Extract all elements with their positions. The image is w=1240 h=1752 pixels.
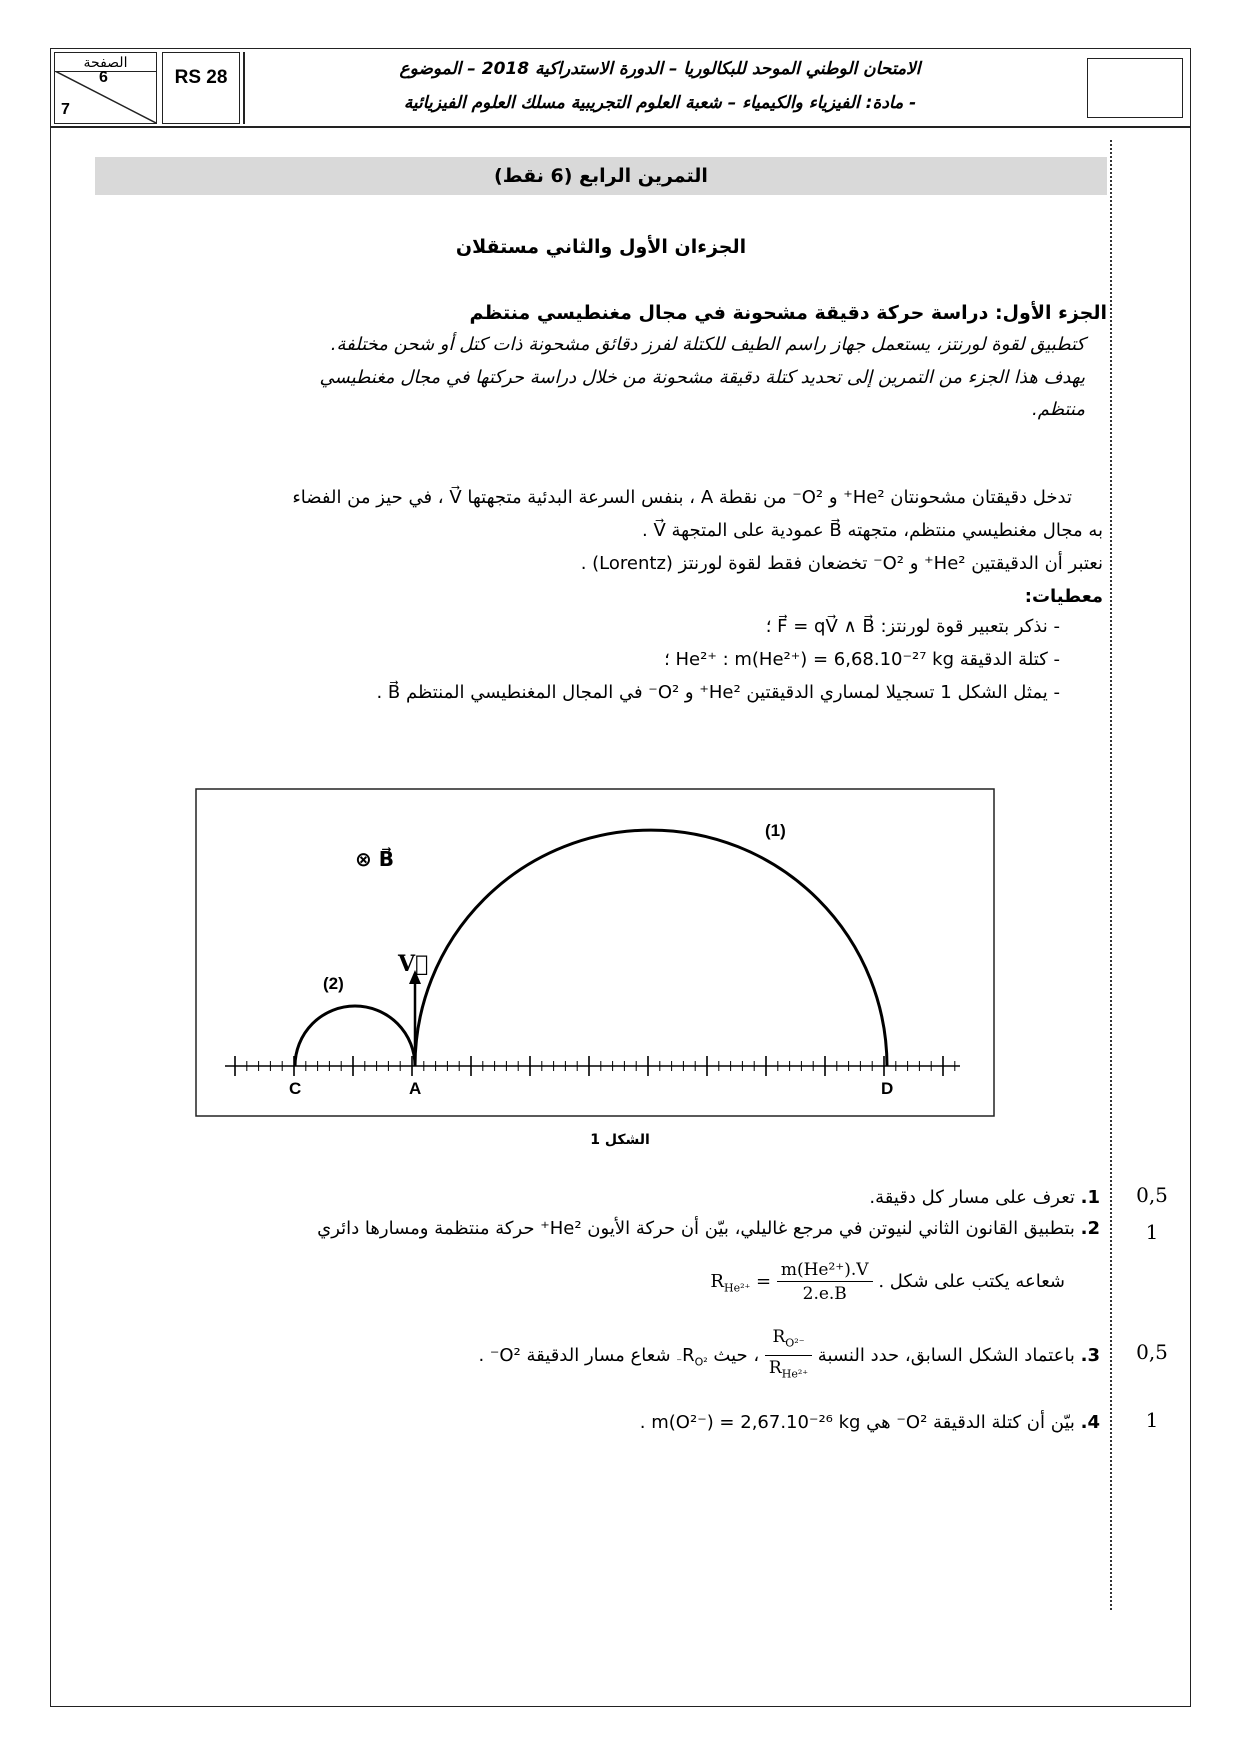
text-line3: نعتبر أن الدقيقتين He²⁺ و O²⁻ تخضعان فقط لقوة لورنتز (Lorentz) . <box>580 553 1103 574</box>
page-current: 6 <box>99 69 108 86</box>
path2-label: (2) <box>323 974 344 993</box>
candidate-box <box>1087 58 1183 118</box>
question-score: 1 <box>1145 1220 1159 1244</box>
page-label: الصفحة <box>55 53 156 72</box>
trajectory-1 <box>415 830 887 1066</box>
trajectory-2 <box>295 1006 415 1066</box>
intro-line2: يهدف هذا الجزء من التمرين إلى تحديد كتلة دقيقة مشحونة من خلال دراسة حركتها في مجال مغنطيسي <box>319 367 1085 388</box>
question-text: ، حيث R <box>682 1345 760 1366</box>
question-text: باعتماد الشكل السابق، حدد النسبة <box>817 1345 1075 1366</box>
exercise-subtitle: الجزءان الأول والثاني مستقلان <box>455 236 747 258</box>
figure-caption: الشكل 1 <box>590 1132 650 1148</box>
radius-formula: $R_{He^{2+}}$ = $\frac{\text{m(He²⁺).V}}{2.e.B}$ . <box>710 1259 885 1304</box>
part1-title: الجزء الأول: دراسة حركة دقيقة مشحونة في مجال مغنطيسي منتظم <box>469 302 1107 324</box>
question-text: بيّن أن كتلة الدقيقة O²⁻ هي m(O²⁻) = 2,67.10⁻²⁶ kg . <box>639 1412 1075 1433</box>
page-number-box <box>54 52 157 124</box>
data-title: معطيات: <box>1024 586 1103 607</box>
question-4 <box>110 1408 1100 1438</box>
velocity-label: V⃗ <box>398 951 429 977</box>
question-number: 2. <box>1080 1218 1100 1239</box>
question-2 <box>110 1214 1100 1244</box>
header-title <box>260 52 1060 120</box>
ratio-denominator-sub: He²⁺ <box>781 1366 809 1380</box>
score-margin-line <box>1110 140 1112 1610</box>
question-text: تعرف على مسار كل دقيقة. <box>869 1187 1075 1208</box>
text-line2: به مجال مغنطيسي منتظم، متجهته B⃗ عمودية على المتجهة V⃗ . <box>642 520 1103 541</box>
header-title-line1: الامتحان الوطني الموحد للبكالوريا – الدورة الاستدراكية 2018 – الموضوع <box>399 59 921 79</box>
data-item: - كتلة الدقيقة He²⁺ : m(He²⁺) = 6,68.10⁻²⁷ kg ؛ <box>664 649 1060 670</box>
question-number: 4. <box>1080 1412 1100 1433</box>
exam-code: RS 28 <box>162 52 240 124</box>
intro-line3: منتظم. <box>1032 399 1085 420</box>
figure-1 <box>195 788 995 1118</box>
ratio-numerator: R <box>772 1327 786 1348</box>
page-total: 7 <box>61 101 70 118</box>
point-a-label: A <box>409 1079 422 1098</box>
header-title-line2: - مادة: الفيزياء والكيمياء – شعبة العلوم التجريبية مسلك العلوم الفيزيائية <box>403 93 917 113</box>
formula-fraction <box>777 1259 873 1306</box>
b-field-symbol: ⊗ B⃗ <box>355 847 394 871</box>
question-number: 3. <box>1080 1345 1100 1366</box>
data-item: - يمثل الشكل 1 تسجيلا لمساري الدقيقتين He²⁺ و O²⁻ في المجال المغنطيسي المنتظم B⃗ . <box>376 682 1060 703</box>
radius-sub: O²⁻ <box>676 1355 708 1369</box>
question-score: 1 <box>1145 1408 1159 1432</box>
formula-lhs: R <box>710 1271 724 1292</box>
question-text: بتطبيق القانون الثاني لنيوتن في مرجع غاليلي، بيّن أن حركة الأيون He²⁺ حركة منتظمة ومسارها دائري <box>317 1218 1075 1239</box>
ratio-denominator: R <box>768 1357 782 1378</box>
data-item: - نذكر بتعبير قوة لورنتز: F⃗ = qV⃗ ∧ B⃗ ؛ <box>765 616 1060 637</box>
question-text: شعاعه يكتب على شكل <box>889 1271 1065 1292</box>
ratio-fraction <box>765 1326 812 1386</box>
intro-line1: كتطبيق لقوة لورنتز، يستعمل جهاز راسم الطيف للكتلة لفرز دقائق مشحونة ذات كتل أو شحن مختلفة. <box>330 334 1085 355</box>
header-divider <box>50 126 1191 128</box>
path1-label: (1) <box>765 821 786 840</box>
question-score: 0,5 <box>1136 1183 1168 1207</box>
formula-denominator: 2.e.B <box>802 1283 847 1304</box>
ratio-numerator-sub: O²⁻ <box>785 1336 805 1350</box>
question-score: 0,5 <box>1136 1340 1168 1364</box>
question-2-formula-line <box>110 1254 1065 1317</box>
formula-numerator: m(He²⁺).V <box>777 1259 873 1282</box>
question-1 <box>110 1183 1100 1213</box>
exercise-title: التمرين الرابع (6 نقط) <box>95 157 1107 195</box>
question-3 <box>110 1325 1100 1394</box>
formula-lhs-sub: He²⁺ <box>723 1281 751 1295</box>
point-c-label: C <box>289 1079 302 1098</box>
question-number: 1. <box>1080 1187 1100 1208</box>
point-d-label: D <box>881 1079 894 1098</box>
text-line1: تدخل دقيقتان مشحونتان He²⁺ و O²⁻ من نقطة A ، بنفس السرعة البدئية متجهتها V⃗ ، في حيز من الفضاء <box>292 487 1072 508</box>
header-separator <box>243 52 245 124</box>
question-text: شعاع مسار الدقيقة O²⁻ . <box>478 1345 671 1366</box>
